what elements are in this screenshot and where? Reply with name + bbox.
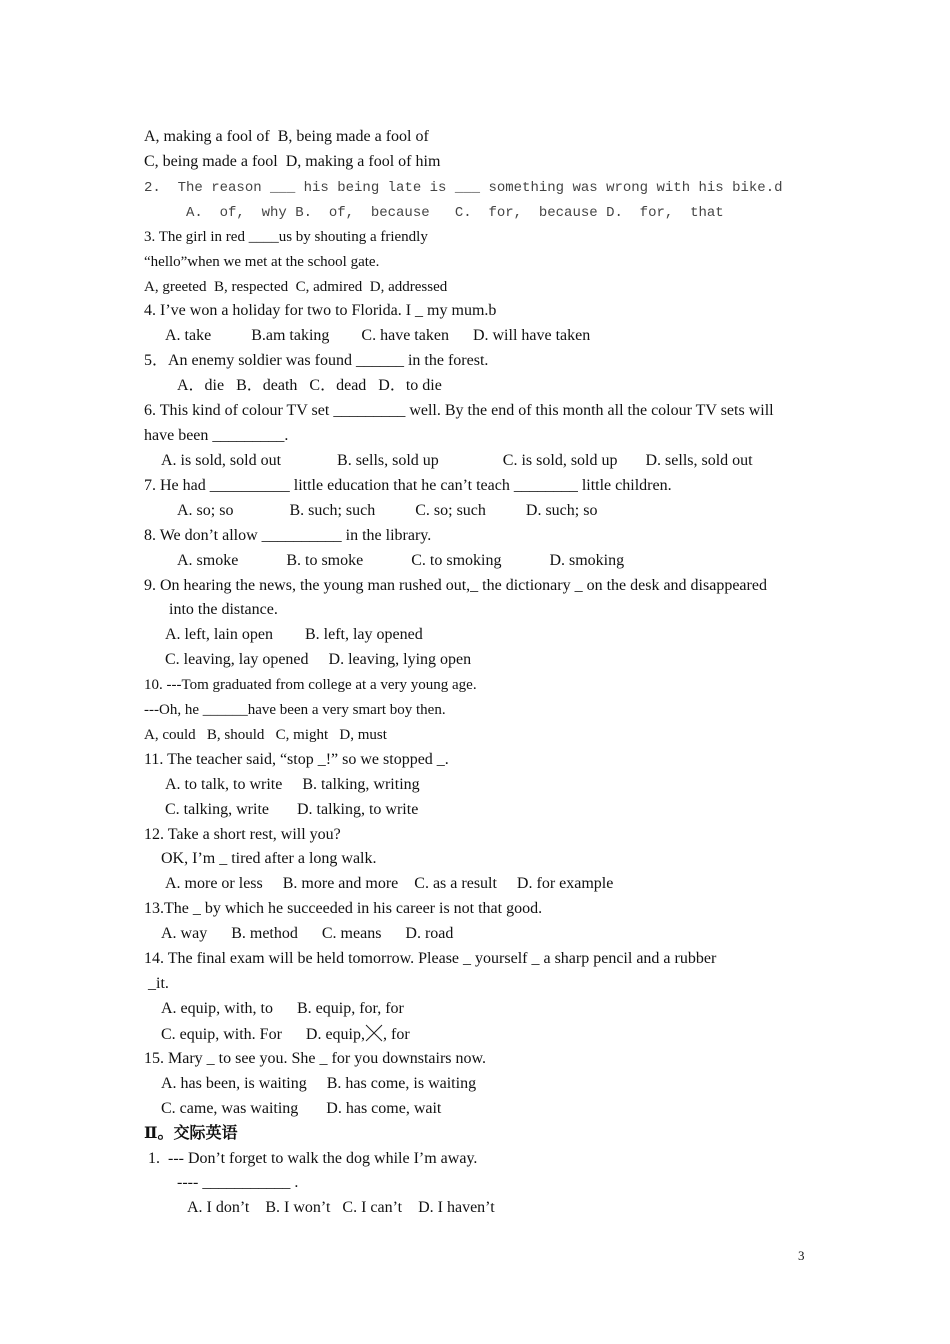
text-line: A. of, why B. of, because C. for, because D. for, that — [186, 205, 724, 221]
text-line: 11. The teacher said, “stop _!” so we stopped _. — [144, 751, 449, 768]
text-line: “hello”when we met at the school gate. — [144, 254, 380, 270]
text-line: 10. ---Tom graduated from college at a very young age. — [144, 677, 477, 693]
text-segment: C. equip, with. For D. equip, — [161, 1026, 365, 1043]
text-line: 2. The reason ___ his being late is ___ something was wrong with his bike.d — [144, 180, 783, 196]
text-line: ---- ___________ . — [177, 1174, 299, 1191]
text-line: 6. This kind of colour TV set _________ well. By the end of this month all the colour TV sets will — [144, 402, 774, 419]
text-line: _it. — [148, 975, 169, 992]
section-heading: Ⅱ。交际英语 — [144, 1125, 238, 1142]
page-number: 3 — [798, 1248, 805, 1263]
text-line: 13.The _ by which he succeeded in his career is not that good. — [144, 900, 543, 917]
text-line — [161, 1024, 410, 1045]
text-line: A. left, lain open B. left, lay opened — [165, 626, 423, 643]
text-line: 7. He had __________ little education that he can’t teach ________ little children. — [144, 477, 672, 494]
text-segment: , for — [383, 1026, 410, 1043]
text-line: A, making a fool of B, being made a fool of — [144, 128, 429, 145]
text-line: 15. Mary _ to see you. She _ for you downstairs now. — [144, 1050, 487, 1067]
text-line: A. smoke B. to smoke C. to smoking D. smoking — [177, 552, 625, 569]
text-line: A．die B．death C．dead D．to die — [177, 377, 442, 394]
text-line: C, being made a fool D, making a fool of him — [144, 153, 441, 170]
text-line: 4. I’ve won a holiday for two to Florida. I _ my mum.b — [144, 302, 497, 319]
text-line: A. way B. method C. means D. road — [161, 925, 454, 942]
text-line: into the distance. — [169, 601, 278, 618]
cross-mark-icon — [365, 1024, 383, 1042]
text-line: C. came, was waiting D. has come, wait — [161, 1100, 442, 1117]
text-line: 1. --- Don’t forget to walk the dog while I’m away. — [144, 1150, 478, 1167]
text-line: 8. We don’t allow __________ in the library. — [144, 527, 432, 544]
text-line: A. I don’t B. I won’t C. I can’t D. I haven’t — [187, 1199, 495, 1216]
text-line: C. talking, write D. talking, to write — [165, 801, 419, 818]
text-line: A. equip, with, to B. equip, for, for — [161, 1000, 404, 1017]
text-line: A. to talk, to write B. talking, writing — [165, 776, 420, 793]
text-line: A. so; so B. such; such C. so; such D. such; so — [177, 502, 598, 519]
text-line: A. more or less B. more and more C. as a result D. for example — [165, 875, 614, 892]
text-line: A. take B.am taking C. have taken D. will have taken — [165, 327, 591, 344]
text-line: 12. Take a short rest, will you? — [144, 826, 341, 843]
text-line: 9. On hearing the news, the young man rushed out,_ the dictionary _ on the desk and disappeared — [144, 577, 767, 594]
text-line: 5．An enemy soldier was found ______ in the forest. — [144, 352, 489, 369]
text-line: 3. The girl in red ____us by shouting a friendly — [144, 229, 428, 245]
text-line: OK, I’m _ tired after a long walk. — [161, 850, 377, 867]
text-line: A, could B, should C, might D, must — [144, 727, 387, 743]
text-line: A. has been, is waiting B. has come, is waiting — [161, 1075, 477, 1092]
text-line: ---Oh, he ______have been a very smart boy then. — [144, 702, 446, 718]
text-line: C. leaving, lay opened D. leaving, lying open — [165, 651, 472, 668]
text-line: have been _________. — [144, 427, 289, 444]
text-line: A, greeted B, respected C, admired D, addressed — [144, 279, 448, 295]
text-line: A. is sold, sold out B. sells, sold up C. is sold, sold up D. sells, sold out — [161, 452, 753, 469]
text-line: 14. The final exam will be held tomorrow. Please _ yourself _ a sharp pencil and a rubber — [144, 950, 717, 967]
